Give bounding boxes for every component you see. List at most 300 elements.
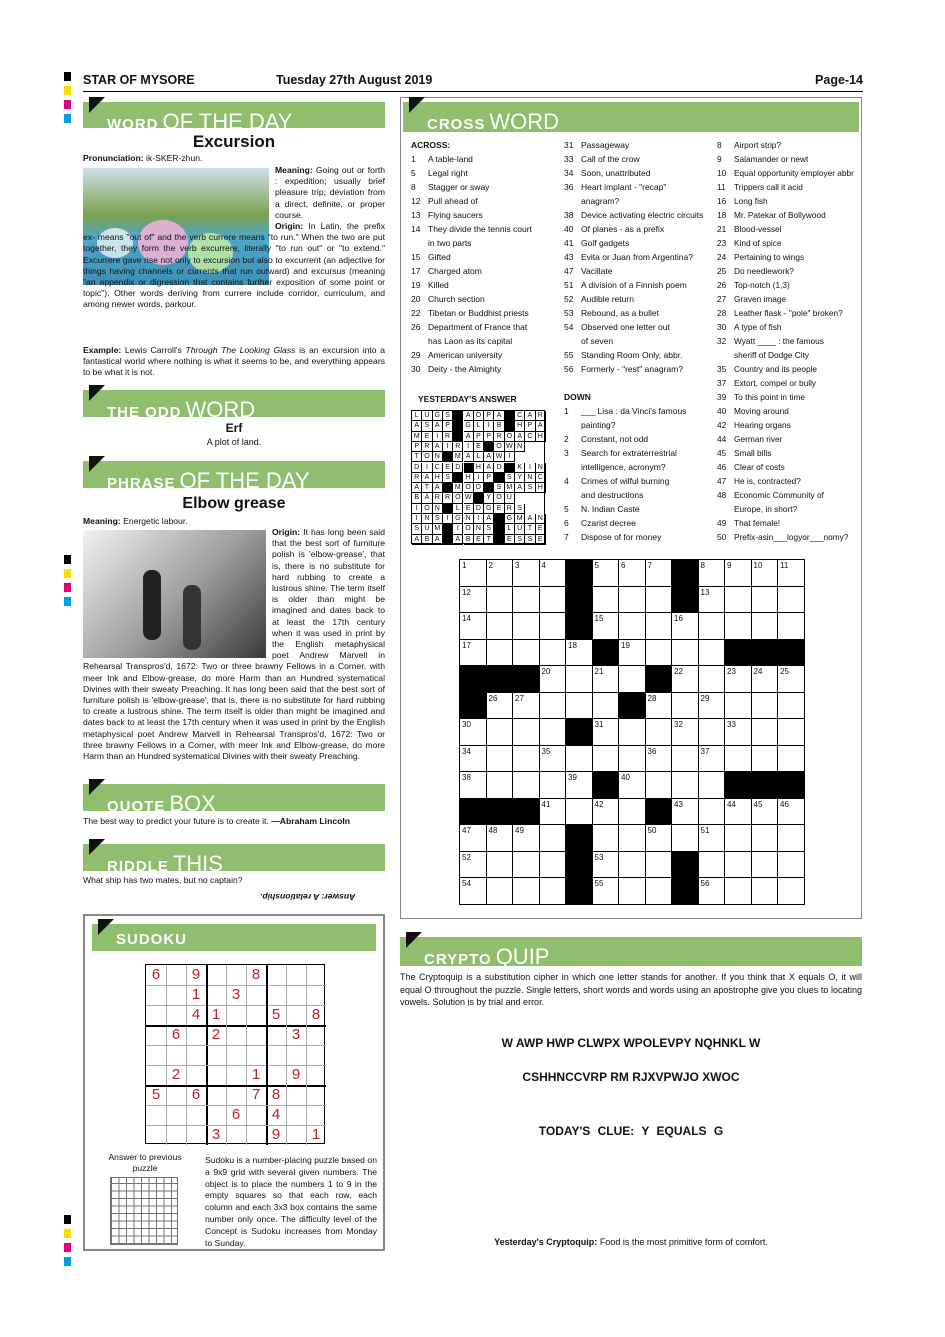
clue-number: 26 bbox=[717, 280, 727, 290]
crossword-cell[interactable] bbox=[513, 772, 540, 799]
crossword-cell[interactable]: 33 bbox=[725, 719, 752, 746]
crossword-cell[interactable] bbox=[752, 693, 779, 720]
black-square bbox=[460, 666, 487, 693]
crossword-cell[interactable] bbox=[487, 587, 514, 614]
crossword-cell[interactable] bbox=[646, 772, 673, 799]
answer-cell: G bbox=[433, 411, 443, 421]
crossword-cell[interactable]: 36 bbox=[646, 746, 673, 773]
clue-row bbox=[717, 208, 862, 222]
clue-text: Killed bbox=[428, 280, 449, 290]
crossword-cell[interactable] bbox=[619, 878, 646, 905]
crossword-cell[interactable] bbox=[566, 799, 593, 826]
clue-row bbox=[411, 152, 561, 166]
quote-banner: QUOTE BOX bbox=[83, 784, 385, 811]
black-square bbox=[513, 666, 540, 693]
crossword-cell[interactable]: 48 bbox=[487, 825, 514, 852]
crossword-cell[interactable] bbox=[752, 719, 779, 746]
crossword-cell[interactable]: 44 bbox=[725, 799, 752, 826]
crossword-cell[interactable] bbox=[778, 746, 805, 773]
crossword-cell[interactable]: 54 bbox=[460, 878, 487, 905]
crossword-cell[interactable]: 35 bbox=[540, 746, 567, 773]
cmyk-strip bbox=[64, 555, 71, 611]
crossword-cell[interactable] bbox=[646, 587, 673, 614]
crossword-cell[interactable] bbox=[513, 878, 540, 905]
crossword-cell[interactable] bbox=[540, 719, 567, 746]
crossword-cell[interactable]: 39 bbox=[566, 772, 593, 799]
crossword-cell[interactable] bbox=[672, 825, 699, 852]
crossword-cell[interactable] bbox=[752, 613, 779, 640]
clue-number: 39 bbox=[717, 392, 727, 402]
clue-text: Long fish bbox=[734, 196, 768, 206]
clue-row bbox=[564, 362, 714, 376]
clue-text: N. Indian Caste bbox=[581, 504, 640, 514]
sudoku-given: 8 bbox=[311, 1006, 321, 1023]
crossword-cell[interactable]: 4 bbox=[540, 560, 567, 587]
clue-text: Tibetan or Buddhist priests bbox=[428, 308, 529, 318]
crossword-cell[interactable]: 5 bbox=[593, 560, 620, 587]
clue-number: 6 bbox=[564, 518, 569, 528]
crossword-cell[interactable] bbox=[699, 666, 726, 693]
crossword-cell[interactable]: 6 bbox=[619, 560, 646, 587]
crossword-cell[interactable] bbox=[778, 825, 805, 852]
clue-number: 3 bbox=[564, 448, 569, 458]
clue-number: 49 bbox=[717, 518, 727, 528]
answer-cell: S bbox=[443, 473, 453, 483]
clue-number: 18 bbox=[717, 210, 727, 220]
yesterday-answer-label: YESTERDAY'S ANSWER bbox=[418, 394, 517, 404]
crossword-cell[interactable] bbox=[513, 746, 540, 773]
clue-number bbox=[717, 502, 734, 516]
crossword-cell[interactable] bbox=[487, 878, 514, 905]
crossword-cell[interactable] bbox=[699, 640, 726, 667]
clue-number: 13 bbox=[411, 210, 421, 220]
crossword-cell[interactable]: 45 bbox=[752, 799, 779, 826]
answer-cell: I bbox=[433, 432, 443, 442]
crossword-cell[interactable]: 17 bbox=[460, 640, 487, 667]
crossword-cell[interactable] bbox=[778, 587, 805, 614]
crossword-cell[interactable]: 50 bbox=[646, 825, 673, 852]
crossword-cell[interactable] bbox=[778, 878, 805, 905]
answer-cell: A bbox=[433, 442, 443, 452]
crossword-cell[interactable]: 51 bbox=[699, 825, 726, 852]
crossword-cell[interactable]: 23 bbox=[725, 666, 752, 693]
black-square bbox=[672, 852, 699, 879]
sudoku-given: 4 bbox=[271, 1106, 281, 1123]
crossword-cell[interactable]: 14 bbox=[460, 613, 487, 640]
crossword-cell[interactable]: 21 bbox=[593, 666, 620, 693]
clue-number: 10 bbox=[717, 168, 727, 178]
clue-number: 24 bbox=[717, 252, 727, 262]
crossword-cell[interactable]: 32 bbox=[672, 719, 699, 746]
crossword-cell[interactable]: 18 bbox=[566, 640, 593, 667]
clue-text: Pull ahead of bbox=[428, 196, 478, 206]
clue-row bbox=[717, 488, 862, 502]
crossword-cell[interactable] bbox=[540, 693, 567, 720]
crossword-cell[interactable] bbox=[593, 693, 620, 720]
answer-cell: E bbox=[474, 442, 484, 452]
crossword-cell[interactable]: 31 bbox=[593, 719, 620, 746]
crossword-cell[interactable] bbox=[672, 640, 699, 667]
sudoku-given: 9 bbox=[191, 966, 201, 983]
clue-number: 27 bbox=[717, 294, 727, 304]
crossword-cell[interactable] bbox=[619, 746, 646, 773]
crossword-cell[interactable]: 28 bbox=[646, 693, 673, 720]
answer-cell bbox=[505, 411, 515, 421]
crossword-cell[interactable] bbox=[619, 852, 646, 879]
crossword-cell[interactable]: 12 bbox=[460, 587, 487, 614]
black-square bbox=[566, 878, 593, 905]
clue-number: 47 bbox=[564, 266, 574, 276]
answer-cell: E bbox=[536, 524, 546, 534]
crossword-cell[interactable] bbox=[672, 772, 699, 799]
crossword-cell[interactable] bbox=[513, 640, 540, 667]
clue-number: 5 bbox=[564, 504, 569, 514]
crossword-cell[interactable]: 30 bbox=[460, 719, 487, 746]
clue-row bbox=[411, 306, 561, 320]
clue-text: Evita or Juan from Argentina? bbox=[581, 252, 693, 262]
crossword-cell[interactable]: 49 bbox=[513, 825, 540, 852]
black-square bbox=[778, 640, 805, 667]
sudoku-given: 2 bbox=[211, 1026, 221, 1043]
sudoku-given: 4 bbox=[191, 1006, 201, 1023]
across-clues-1 bbox=[411, 152, 561, 376]
answer-cell: N bbox=[474, 524, 484, 534]
crossword-cell[interactable] bbox=[725, 613, 752, 640]
crossword-cell[interactable] bbox=[725, 825, 752, 852]
clue-text: Heart implant - "recap" bbox=[581, 182, 667, 192]
answer-cell: P bbox=[484, 411, 494, 421]
black-square bbox=[672, 560, 699, 587]
clue-row bbox=[564, 418, 714, 432]
clue-row bbox=[411, 292, 561, 306]
answer-cell: O bbox=[505, 432, 515, 442]
crossword-cell[interactable] bbox=[513, 719, 540, 746]
answer-cell bbox=[443, 524, 453, 534]
clue-text: Flying saucers bbox=[428, 210, 483, 220]
crossword-cell[interactable] bbox=[513, 587, 540, 614]
answer-cell: A bbox=[412, 535, 422, 545]
clue-row bbox=[564, 306, 714, 320]
sudoku-given: 9 bbox=[271, 1126, 281, 1143]
crossword-cell[interactable]: 24 bbox=[752, 666, 779, 693]
crossword-cell[interactable] bbox=[593, 825, 620, 852]
answer-cell: P bbox=[484, 432, 494, 442]
crossword-cell[interactable] bbox=[725, 746, 752, 773]
clue-row bbox=[564, 264, 714, 278]
crossword-cell[interactable] bbox=[566, 666, 593, 693]
clue-number: 31 bbox=[564, 140, 574, 150]
crossword-cell[interactable]: 1 bbox=[460, 560, 487, 587]
sudoku-given: 1 bbox=[191, 986, 201, 1003]
answer-cell: L bbox=[474, 452, 484, 462]
crossword-cell[interactable]: 2 bbox=[487, 560, 514, 587]
crossword-cell[interactable]: 53 bbox=[593, 852, 620, 879]
clue-number: 54 bbox=[564, 322, 574, 332]
answer-cell: I bbox=[484, 421, 494, 431]
crossword-cell[interactable]: 20 bbox=[540, 666, 567, 693]
page-header bbox=[83, 70, 863, 92]
clue-text: Equal opportunity employer abbr bbox=[734, 168, 854, 178]
crossword-cell[interactable]: 3 bbox=[513, 560, 540, 587]
answer-cell: Y bbox=[515, 473, 525, 483]
crossword-cell[interactable] bbox=[513, 613, 540, 640]
clue-text: Dispose of for money bbox=[581, 532, 662, 542]
black-square bbox=[593, 772, 620, 799]
crossword-cell[interactable] bbox=[487, 852, 514, 879]
crossword-cell[interactable] bbox=[725, 852, 752, 879]
black-square bbox=[646, 666, 673, 693]
black-square bbox=[566, 719, 593, 746]
crossword-cell[interactable]: 26 bbox=[487, 693, 514, 720]
crossword-cell[interactable] bbox=[699, 772, 726, 799]
answer-cell: S bbox=[422, 421, 432, 431]
clue-number: 20 bbox=[411, 294, 421, 304]
black-square bbox=[460, 799, 487, 826]
crossword-cell[interactable] bbox=[672, 693, 699, 720]
clue-row bbox=[717, 334, 862, 348]
answer-cell: H bbox=[433, 473, 443, 483]
crossword-cell[interactable]: 16 bbox=[672, 613, 699, 640]
crossword-cell[interactable] bbox=[646, 613, 673, 640]
clue-text: They divide the tennis court bbox=[428, 224, 532, 234]
crossword-cell[interactable] bbox=[619, 666, 646, 693]
clue-text: Soon, unattributed bbox=[581, 168, 651, 178]
crossword-cell[interactable] bbox=[593, 587, 620, 614]
crossword-cell[interactable] bbox=[566, 693, 593, 720]
crossword-cell[interactable] bbox=[672, 746, 699, 773]
clue-row bbox=[564, 278, 714, 292]
crossword-cell[interactable] bbox=[513, 852, 540, 879]
clue-row bbox=[717, 306, 862, 320]
crossword-cell[interactable] bbox=[699, 852, 726, 879]
answer-cell: O bbox=[422, 504, 432, 514]
crossword-cell[interactable]: 55 bbox=[593, 878, 620, 905]
clue-number: 37 bbox=[717, 378, 727, 388]
clue-text: Rebound, as a bullet bbox=[581, 308, 659, 318]
cryptoquip-line-2: CSHHNCCVRP RM RJXVPWJO XWOC bbox=[522, 1070, 740, 1084]
crossword-cell[interactable] bbox=[778, 613, 805, 640]
answer-cell: D bbox=[453, 463, 463, 473]
crossword-cell[interactable] bbox=[778, 719, 805, 746]
crossword-cell[interactable] bbox=[540, 587, 567, 614]
crossword-cell[interactable]: 13 bbox=[699, 587, 726, 614]
answer-cell: H bbox=[536, 483, 546, 493]
crossword-cell[interactable] bbox=[619, 587, 646, 614]
crossword-cell[interactable]: 7 bbox=[646, 560, 673, 587]
answer-cell: I bbox=[443, 442, 453, 452]
crossword-cell[interactable] bbox=[540, 825, 567, 852]
clue-text: That female! bbox=[734, 518, 781, 528]
crossword-cell[interactable] bbox=[778, 693, 805, 720]
crossword-cell[interactable]: 11 bbox=[778, 560, 805, 587]
crossword-cell[interactable] bbox=[646, 719, 673, 746]
crossword-cell[interactable] bbox=[487, 746, 514, 773]
crossword-cell[interactable] bbox=[619, 719, 646, 746]
crossword-cell[interactable] bbox=[646, 878, 673, 905]
clue-number: 8 bbox=[717, 140, 722, 150]
answer-cell bbox=[494, 524, 504, 534]
answer-cell: P bbox=[474, 432, 484, 442]
clue-text: Europe, in short? bbox=[734, 504, 798, 514]
clue-row bbox=[411, 278, 561, 292]
clue-text: A table-land bbox=[428, 154, 473, 164]
crossword-cell[interactable]: 15 bbox=[593, 613, 620, 640]
crossword-cell[interactable] bbox=[699, 613, 726, 640]
answer-cell bbox=[505, 421, 515, 431]
across-clues-2 bbox=[564, 138, 714, 376]
clue-text: Country and its people bbox=[734, 364, 818, 374]
answer-cell: N bbox=[515, 442, 525, 452]
crossword-cell[interactable] bbox=[699, 799, 726, 826]
clue-row bbox=[564, 502, 714, 516]
odd-word-banner: THE ODD WORD bbox=[83, 390, 385, 417]
clue-number: 11 bbox=[717, 182, 726, 192]
crossword-cell[interactable]: 42 bbox=[593, 799, 620, 826]
crossword-cell[interactable] bbox=[752, 587, 779, 614]
clue-text: Top-notch (1,3) bbox=[734, 280, 790, 290]
clue-number: 12 bbox=[411, 196, 421, 206]
answer-cell: I bbox=[453, 524, 463, 534]
crossword-cell[interactable]: 47 bbox=[460, 825, 487, 852]
black-square bbox=[566, 560, 593, 587]
paper-name: STAR OF MYSORE bbox=[83, 73, 195, 87]
clue-number: 34 bbox=[564, 168, 574, 178]
sudoku-given: 8 bbox=[271, 1086, 281, 1103]
clue-number: 35 bbox=[717, 364, 727, 374]
clue-row bbox=[564, 460, 714, 474]
crossword-cell[interactable] bbox=[619, 613, 646, 640]
crossword-cell[interactable]: 8 bbox=[699, 560, 726, 587]
crossword-cell[interactable] bbox=[593, 746, 620, 773]
answer-cell: H bbox=[464, 473, 474, 483]
clue-text: Hearing organs bbox=[734, 420, 791, 430]
clue-number: 40 bbox=[564, 224, 574, 234]
crossword-cell[interactable] bbox=[540, 640, 567, 667]
clue-text: Clear of costs bbox=[734, 462, 785, 472]
clue-row bbox=[411, 264, 561, 278]
cryptoquip-intro: The Cryptoquip is a substitution cipher in which one letter stands for another. If you think that X equals O, it will equal O throughout the puzzle. Single letters, short words and words using an apostrophe give you clues to locating vowels. Solution is by trial and error. bbox=[400, 972, 862, 1007]
crossword-cell[interactable]: 52 bbox=[460, 852, 487, 879]
clue-row bbox=[717, 418, 862, 432]
clue-number: 7 bbox=[564, 532, 569, 542]
crossword-cell[interactable] bbox=[487, 640, 514, 667]
clue-number: 44 bbox=[717, 434, 727, 444]
crossword-grid[interactable] bbox=[459, 559, 805, 905]
clue-row bbox=[717, 180, 862, 194]
crossword-cell[interactable] bbox=[725, 693, 752, 720]
crossword-cell[interactable] bbox=[487, 719, 514, 746]
crossword-cell[interactable]: 37 bbox=[699, 746, 726, 773]
crossword-cell[interactable] bbox=[725, 587, 752, 614]
crossword-cell[interactable]: 41 bbox=[540, 799, 567, 826]
crossword-cell[interactable] bbox=[619, 825, 646, 852]
clue-number bbox=[564, 194, 581, 208]
answer-cell: S bbox=[412, 524, 422, 534]
black-square bbox=[752, 772, 779, 799]
clue-text: Golf gadgets bbox=[581, 238, 630, 248]
answer-cell: A bbox=[433, 483, 443, 493]
crossword-cell[interactable] bbox=[566, 746, 593, 773]
answer-cell: D bbox=[494, 463, 504, 473]
crossword-cell[interactable] bbox=[725, 878, 752, 905]
crossword-cell[interactable] bbox=[540, 878, 567, 905]
clue-row bbox=[717, 530, 862, 544]
clue-text: Graven image bbox=[734, 294, 787, 304]
crossword-cell[interactable]: 29 bbox=[699, 693, 726, 720]
answer-cell: W bbox=[464, 493, 474, 503]
crossword-cell[interactable] bbox=[487, 772, 514, 799]
crossword-cell[interactable]: 56 bbox=[699, 878, 726, 905]
clue-number: 5 bbox=[411, 168, 416, 178]
crossword-cell[interactable]: 10 bbox=[752, 560, 779, 587]
sudoku-grid[interactable] bbox=[145, 964, 325, 1144]
clue-row bbox=[717, 446, 862, 460]
clue-row bbox=[411, 208, 561, 222]
crossword-cell[interactable]: 46 bbox=[778, 799, 805, 826]
sudoku-given: 3 bbox=[211, 1126, 221, 1143]
answer-cell: W bbox=[505, 442, 515, 452]
clue-number: 25 bbox=[717, 266, 727, 276]
crossword-cell[interactable] bbox=[752, 746, 779, 773]
crossword-cell[interactable]: 43 bbox=[672, 799, 699, 826]
crossword-cell[interactable] bbox=[487, 613, 514, 640]
sudoku-given: 1 bbox=[211, 1006, 221, 1023]
crossword-cell[interactable] bbox=[752, 825, 779, 852]
answer-cell: O bbox=[464, 524, 474, 534]
crossword-cell[interactable] bbox=[778, 852, 805, 879]
crossword-cell[interactable]: 22 bbox=[672, 666, 699, 693]
clue-number: 1 bbox=[564, 406, 569, 416]
clue-text: Prefix-asin___logyor___nomy? bbox=[734, 532, 849, 542]
crossword-cell[interactable] bbox=[646, 640, 673, 667]
answer-cell bbox=[474, 493, 484, 503]
crossword-cell[interactable] bbox=[540, 613, 567, 640]
answer-cell: A bbox=[412, 421, 422, 431]
answer-cell: B bbox=[464, 535, 474, 545]
crossword-cell[interactable]: 27 bbox=[513, 693, 540, 720]
answer-cell: R bbox=[443, 432, 453, 442]
answer-cell bbox=[453, 421, 463, 431]
crossword-cell[interactable] bbox=[646, 852, 673, 879]
clue-text: Do needlework? bbox=[734, 266, 794, 276]
crossword-cell[interactable]: 19 bbox=[619, 640, 646, 667]
crossword-cell[interactable]: 25 bbox=[778, 666, 805, 693]
crossword-cell[interactable]: 40 bbox=[619, 772, 646, 799]
clue-number: 14 bbox=[411, 224, 421, 234]
answer-cell: I bbox=[474, 473, 484, 483]
cryptoquip-line-1: W AWP HWP CLWPX WPOLEVPY NQHNKL W bbox=[501, 1036, 761, 1050]
clue-number: 33 bbox=[564, 154, 574, 164]
crossword-cell[interactable] bbox=[752, 852, 779, 879]
crossword-cell[interactable] bbox=[699, 719, 726, 746]
crossword-cell[interactable]: 34 bbox=[460, 746, 487, 773]
answer-cell: I bbox=[474, 514, 484, 524]
crossword-cell[interactable] bbox=[540, 772, 567, 799]
crossword-cell[interactable] bbox=[752, 878, 779, 905]
answer-cell: S bbox=[525, 535, 535, 545]
crossword-cell[interactable]: 38 bbox=[460, 772, 487, 799]
clue-number bbox=[564, 488, 581, 502]
crossword-cell[interactable] bbox=[540, 852, 567, 879]
clue-text: Formerly - "rest" anagram? bbox=[581, 364, 683, 374]
clue-row bbox=[564, 334, 714, 348]
clue-number: 42 bbox=[717, 420, 727, 430]
clue-text: sheriff of Dodge City bbox=[734, 350, 810, 360]
crossword-cell[interactable] bbox=[619, 799, 646, 826]
down-clues-1 bbox=[564, 404, 714, 544]
answer-cell: A bbox=[484, 463, 494, 473]
crossword-cell[interactable]: 9 bbox=[725, 560, 752, 587]
